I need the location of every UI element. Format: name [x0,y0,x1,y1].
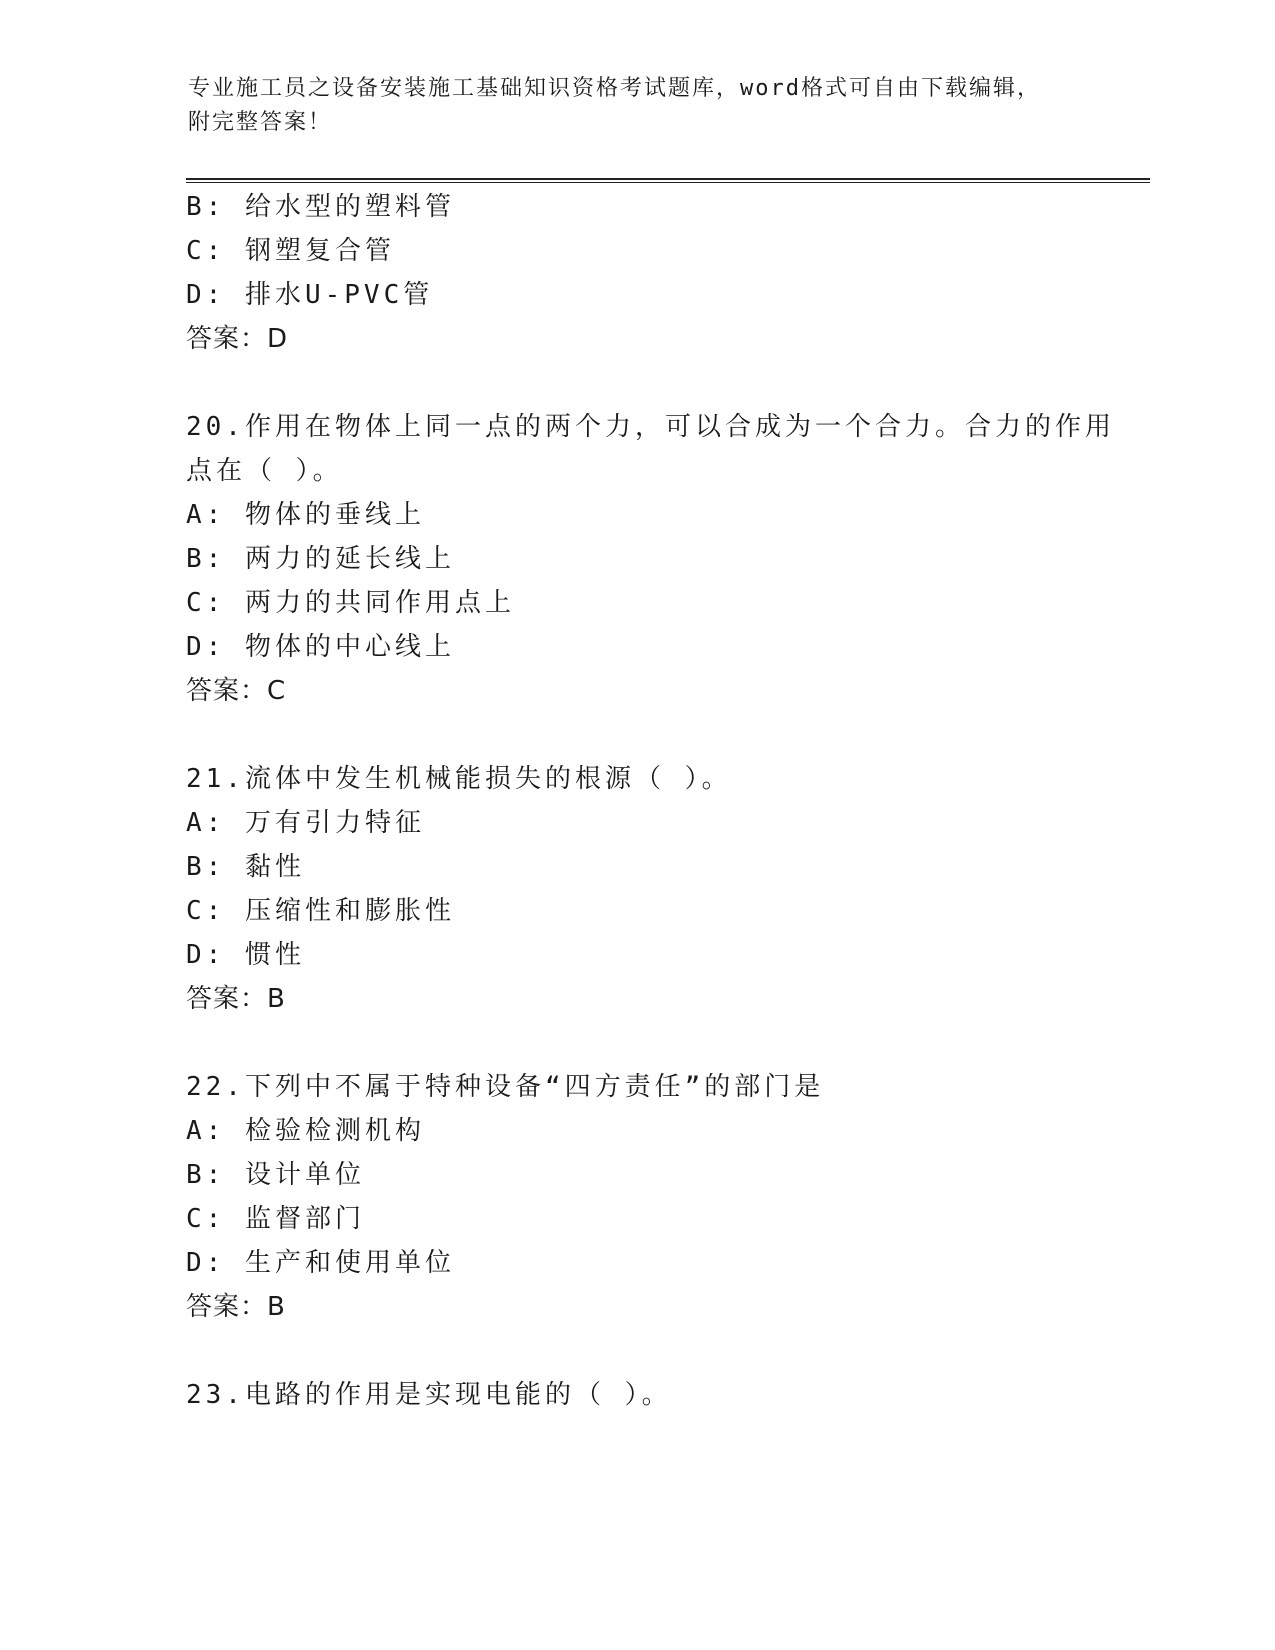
option-d: D: 物体的中心线上 [186,632,455,662]
question-stem: 20.作用在物体上同一点的两个力，可以合成为一个合力。合力的作用 [186,412,1115,442]
question-stem: 22.下列中不属于特种设备“四方责任”的部门是 [186,1072,825,1102]
option-d: D: 惯性 [186,940,305,970]
header-divider-thin [186,182,1150,183]
answer: 答案：D [186,324,289,354]
answer: 答案：C [186,676,287,706]
answer: 答案：B [186,1292,286,1322]
option-c: C: 监督部门 [186,1204,365,1234]
header-line-2: 附完整答案！ [188,110,333,135]
option-b: B: 设计单位 [186,1160,365,1190]
option-b: B: 两力的延长线上 [186,544,455,574]
option-c: C: 两力的共同作用点上 [186,588,515,618]
option-d: D: 排水U-PVC管 [186,280,434,310]
option-a: A: 检验检测机构 [186,1116,425,1146]
option-a: A: 物体的垂线上 [186,500,425,530]
document-header [188,72,1088,140]
option-d: D: 生产和使用单位 [186,1248,455,1278]
answer: 答案：B [186,984,286,1014]
option-a: A: 万有引力特征 [186,808,425,838]
option-c: C: 钢塑复合管 [186,236,395,266]
header-divider-thick [186,178,1150,180]
question-stem: 23.电路的作用是实现电能的（ ）。 [186,1380,672,1410]
option-b: B: 给水型的塑料管 [186,192,455,222]
question-stem: 21.流体中发生机械能损失的根源（ ）。 [186,764,732,794]
question-stem-continued: 点在（ ）。 [186,456,343,486]
option-c: C: 压缩性和膨胀性 [186,896,455,926]
option-b: B: 黏性 [186,852,305,882]
header-line-1: 专业施工员之设备安装施工基础知识资格考试题库，word格式可自由下载编辑， [188,76,1041,101]
